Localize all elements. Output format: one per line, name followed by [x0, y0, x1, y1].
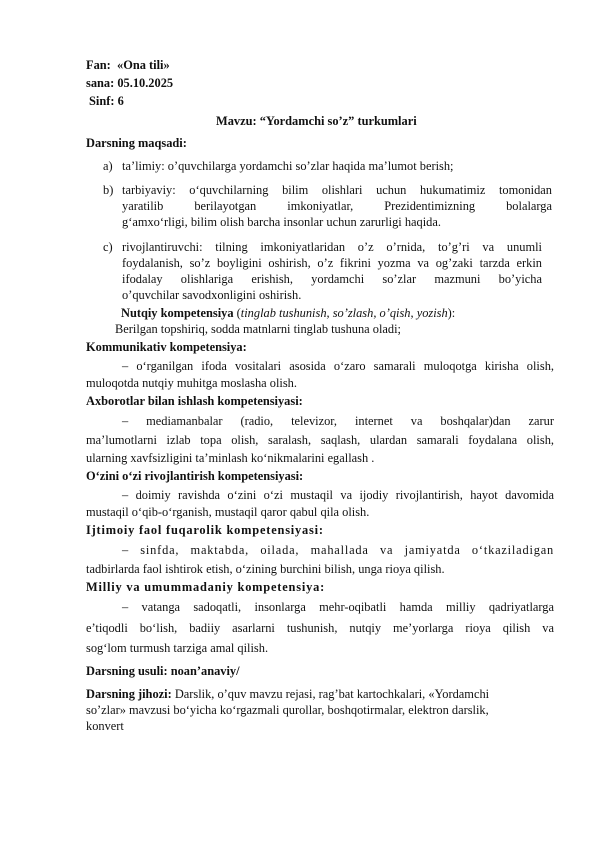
- communicative-heading: Kommunikativ kompetensiya:: [86, 340, 247, 354]
- method-line: [86, 664, 240, 680]
- goal-b-line-3: g‘amxo‘rligi, bilim olish barcha insonlar uchun zarurligi haqida.: [122, 215, 441, 229]
- speech-competence-line: [121, 306, 455, 322]
- information-line-1: – mediamanbalar (radio, televizor, internet va boshqalar)dan zarur: [122, 414, 554, 428]
- communicative-line-2: muloqotda nutqiy muhitga moslasha olish.: [86, 376, 297, 390]
- goal-c-line-1: rivojlantiruvchi: tilning imkoniyatlaridan o’z o’rnida, to’g’ri va unumli: [122, 240, 542, 254]
- subject-value: «Ona tili»: [117, 58, 170, 72]
- equipment-label: Darsning jihozi:: [86, 687, 172, 701]
- information-line-3: ularning xavfsizligini ta’minlash ko‘nikmalarini egallash .: [86, 451, 375, 465]
- national-culture-line-1: – vatanga sadoqatli, insonlarga mehr-oqibatli hamda milliy qadriyatlarga: [122, 600, 554, 614]
- speech-competence-label: Nutqiy kompetensiya: [121, 306, 234, 320]
- goals-heading: Darsning maqsadi:: [86, 136, 187, 150]
- self-development-line-1: – doimiy ravishda o‘zini o‘zi mustaqil va ijodiy rivojlantirish, hayot davomida: [122, 488, 554, 502]
- civic-line-1: – sinfda, maktabda, oilada, mahallada va jamiyatda o‘tkaziladigan: [122, 543, 554, 557]
- civic-heading: Ijtimoiy faol fuqarolik kompetensiyasi:: [86, 523, 324, 537]
- subject-line: [86, 58, 170, 74]
- goal-a-text: ta’limiy: o’quvchilarga yordamchi so’zlar haqida ma’lumot berish;: [122, 159, 454, 173]
- national-culture-heading: Milliy va umummadaniy kompetensiya:: [86, 580, 325, 594]
- equipment-line-3: konvert: [86, 719, 124, 733]
- method-value: noan’anaviy/: [167, 664, 240, 678]
- equipment-line-2: so’zlar» mavzusi bo‘yicha ko‘rgazmali qurollar, boshqotirmalar, elektron darslik,: [86, 703, 489, 717]
- equipment-line-1: [86, 687, 489, 703]
- goal-c-marker: c): [103, 240, 113, 254]
- goal-c-line-4: o’quvchilar savodxonligini oshirish.: [122, 288, 302, 302]
- speech-competence-close: ):: [447, 306, 456, 320]
- goal-c-line-3: ifodalay olishlariga erishish, yordamchi so’zlar mazmuni bo’yicha: [122, 272, 542, 286]
- subject-label: Fan:: [86, 58, 111, 72]
- goal-c-line-2: foydalanish, so’z boyligini oshirish, o’z fikrini yozma va og’zaki tarzda erkin: [122, 256, 542, 270]
- speech-competence-detail: tinglab tushunish, so’zlash, o’qish, yozish: [240, 306, 448, 320]
- date-line: sana: 05.10.2025: [86, 76, 174, 90]
- method-label: Darsning usuli:: [86, 664, 168, 678]
- goal-b-line-1: tarbiyaviy: o‘quvchilarning bilim olishlari uchun hukumatimiz tomonidan: [122, 183, 552, 197]
- goal-a-marker: a): [103, 159, 113, 173]
- national-culture-line-2: e’tiqodli bo‘lish, badiiy asarlarni tushunish, nutqiy me’yorlarga rioya qilish va: [86, 621, 554, 635]
- self-development-heading: O‘zini o‘zi rivojlantirish kompetensiyasi:: [86, 469, 304, 483]
- national-culture-line-3: sog‘lom turmush tarziga amal qilish.: [86, 641, 269, 655]
- civic-line-2: tadbirlarda faol ishtirok etish, o‘zining burchini bilish, unga rioya qilish.: [86, 562, 445, 576]
- information-heading: Axborotlar bilan ishlash kompetensiyasi:: [86, 394, 303, 408]
- equipment-text-1: Darslik, o’quv mavzu rejasi, rag’bat kartochkalari, «Yordamchi: [171, 687, 490, 701]
- goal-b-marker: b): [103, 183, 114, 197]
- goal-b-line-2: yaratilib berilayotgan imkoniyatlar, Prezidentimizning bolalarga: [122, 199, 552, 213]
- communicative-line-1: – o‘rganilgan ifoda vositalari asosida o‘zaro samarali muloqotga kirisha olish,: [122, 359, 554, 373]
- information-line-2: ma’lumotlarni izlab topa olish, saralash, saqlash, ulardan samarali foydalana olish,: [86, 433, 554, 447]
- topic-title: Mavzu: “Yordamchi so’z” turkumlari: [216, 114, 417, 128]
- speech-competence-text: Berilgan topshiriq, sodda matnlarni tinglab tushuna oladi;: [115, 322, 401, 336]
- speech-competence-open: (: [233, 306, 241, 320]
- self-development-line-2: mustaqil o‘qib-o‘rganish, mustaqil qaror qabul qila olish.: [86, 505, 370, 519]
- grade-line: Sinf: 6: [89, 94, 124, 108]
